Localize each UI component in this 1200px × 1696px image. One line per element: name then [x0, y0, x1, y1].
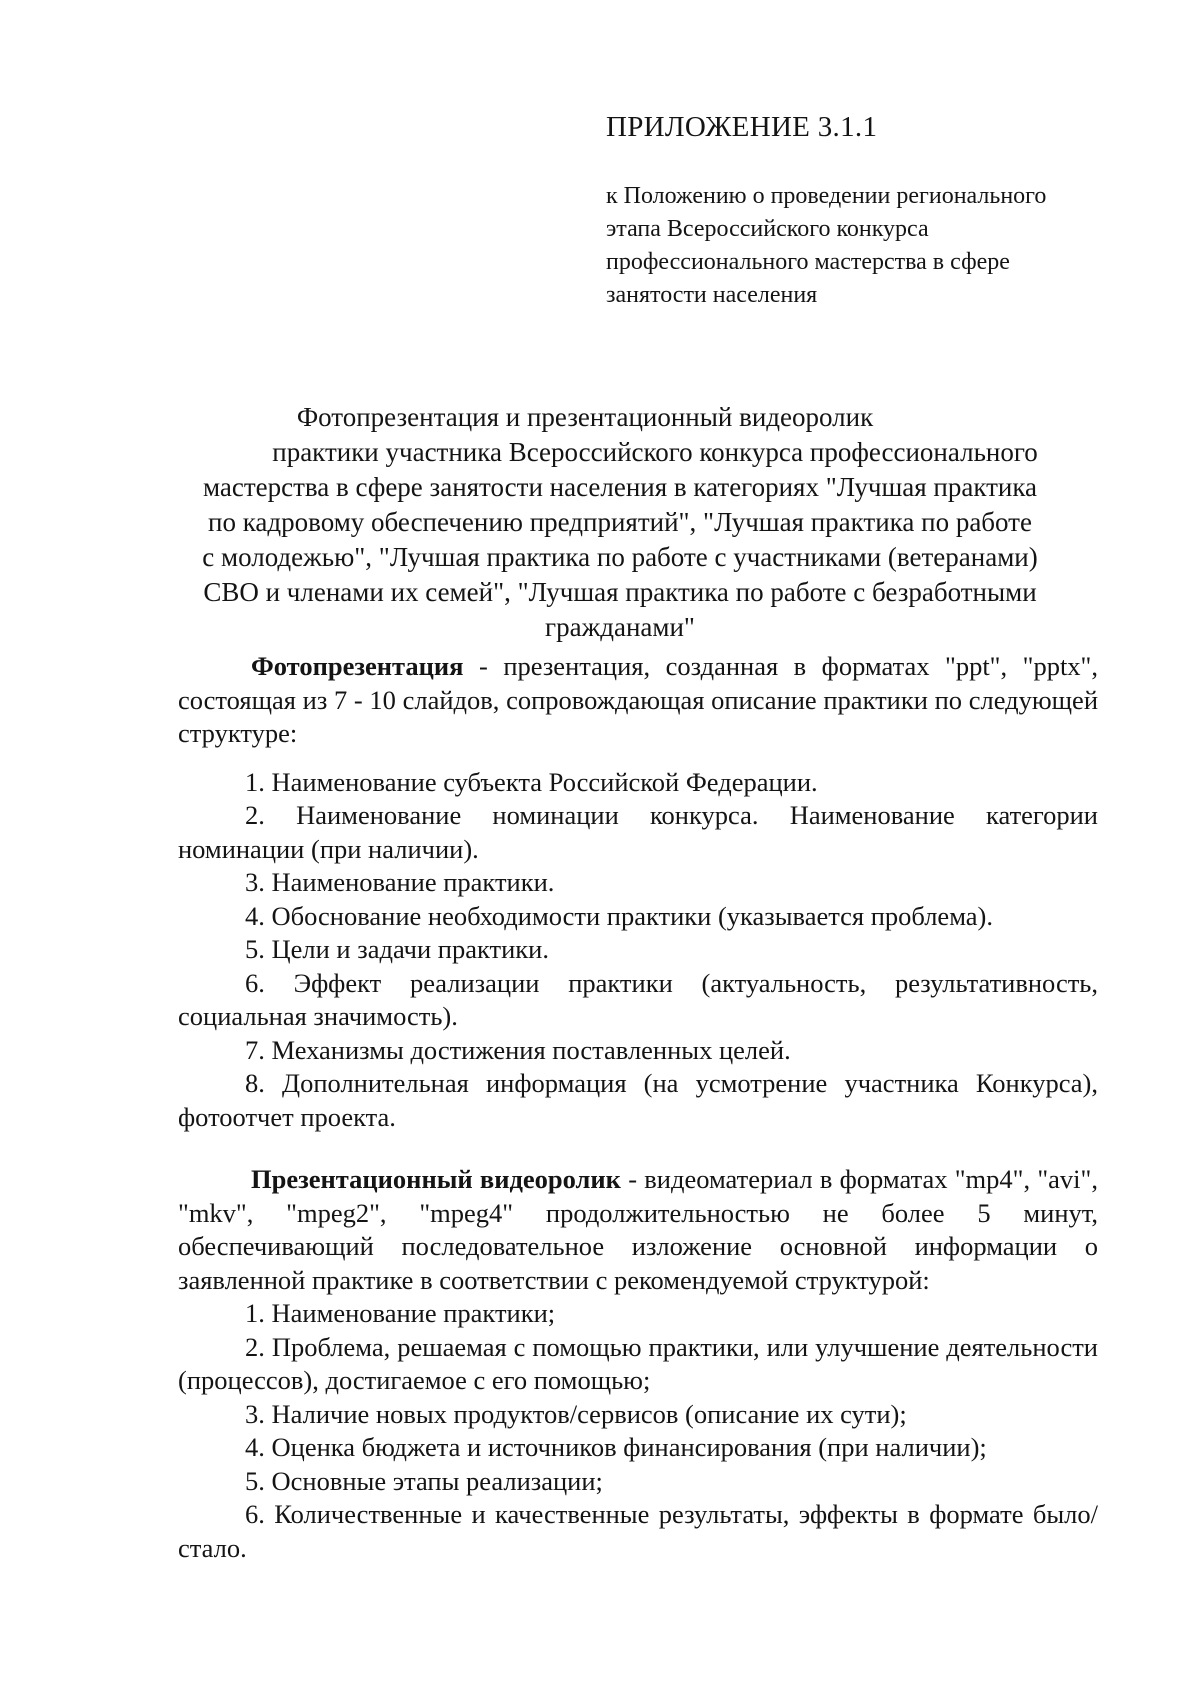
- appendix-subtitle: [606, 180, 1126, 312]
- title-line: СВО и членами их семей", "Лучшая практика по работе с безработными: [203, 577, 1037, 607]
- appendix-subtitle-line: этапа Всероссийского конкурса: [606, 216, 929, 242]
- list-item: 1. Наименование практики;: [245, 1298, 556, 1328]
- title-line: гражданами": [545, 612, 695, 642]
- list-item: 4. Оценка бюджета и источников финансирования (при наличии);: [245, 1432, 987, 1462]
- video-presentation-section: [178, 1163, 1098, 1565]
- title-line: с молодежью", "Лучшая практика по работе с участниками (ветеранами): [202, 542, 1038, 572]
- list-item: 1. Наименование субъекта Российской Федерации.: [245, 766, 818, 797]
- list-item: 8. Дополнительная информация (на усмотрение участника Конкурса), фотоотчет проекта.: [178, 1068, 1098, 1132]
- list-item: 3. Наличие новых продуктов/сервисов (описание их сути);: [245, 1398, 907, 1429]
- appendix-subtitle-line: к Положению о проведении регионального: [606, 183, 1047, 209]
- document-title: [150, 400, 1090, 645]
- appendix-subtitle-line: занятости населения: [606, 282, 818, 308]
- list-item: 4. Обоснование необходимости практики (указывается проблема).: [245, 900, 993, 931]
- title-line: практики участника Всероссийского конкурса профессионального: [272, 437, 1038, 467]
- title-line: Фотопрезентация и презентационный видеоролик: [296, 402, 874, 432]
- title-line: мастерства в сфере занятости населения в категориях "Лучшая практика: [202, 472, 1038, 502]
- list-item: 6. Эффект реализации практики (актуальность, результативность, социальная значимость).: [178, 967, 1098, 1031]
- list-item: 5. Основные этапы реализации;: [245, 1465, 603, 1496]
- list-item: 2. Проблема, решаемая с помощью практики, или улучшение деятельности (процессов), достигаемое с его помощью;: [178, 1331, 1098, 1395]
- title-line: по кадровому обеспечению предприятий", "Лучшая практика по работе: [208, 507, 1032, 537]
- photo-presentation-term: Фотопрезентация: [251, 651, 464, 681]
- photo-presentation-section: [178, 650, 1098, 1134]
- list-item: 3. Наименование практики.: [245, 867, 555, 897]
- video-presentation-definition: [178, 1163, 1098, 1297]
- photo-presentation-structure-list: [178, 766, 1098, 1135]
- video-presentation-definition-text: - видеоматериал в форматах "mp4", "avi", "mkv", "mpeg2", "mpeg4" продолжительностью не более 5 минут, обеспечивающий последовательное изложение основной информации о заявленной практике в соответствии с рекомендуемой структурой:: [178, 1164, 1098, 1295]
- appendix-subtitle-line: профессионального мастерства в сфере: [606, 249, 1010, 275]
- list-item: 5. Цели и задачи практики.: [245, 934, 549, 964]
- video-presentation-term: Презентационный видеоролик: [251, 1164, 621, 1194]
- list-item: 6. Количественные и качественные результаты, эффекты в формате было/стало.: [178, 1499, 1098, 1563]
- photo-presentation-definition-text: - презентация, созданная в форматах "ppt", "pptx", состоящая из 7 - 10 слайдов, сопровождающая описание практики по следующей структуре:: [178, 651, 1098, 748]
- photo-presentation-definition: [178, 650, 1098, 751]
- list-item: 7. Механизмы достижения поставленных целей.: [245, 1034, 791, 1065]
- list-item: 2. Наименование номинации конкурса. Наименование категории номинации (при наличии).: [178, 800, 1098, 864]
- video-presentation-structure-list: [178, 1297, 1098, 1565]
- appendix-title: ПРИЛОЖЕНИЕ 3.1.1: [606, 111, 878, 143]
